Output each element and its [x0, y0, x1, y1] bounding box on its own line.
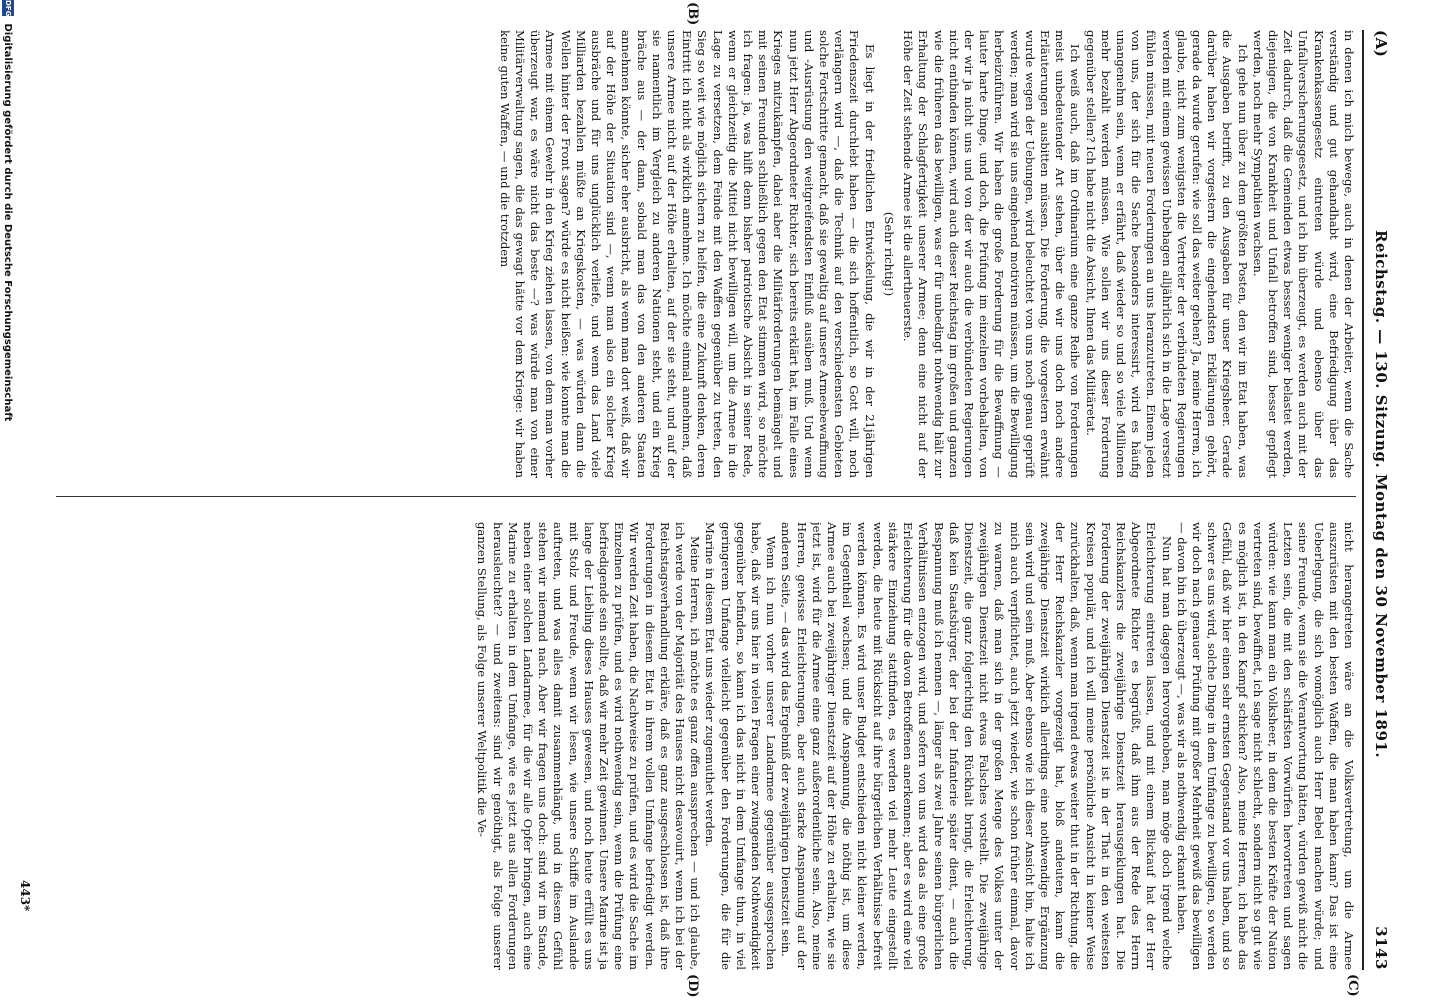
paragraph: Nun hat man dagegen hervorgehoben, man möge doch irgend welche Erleichterung eintreten lassen, und mit einem Blickauf hat der Herr Abgeordnete Richter es begrüßt, daß ihm aus der Rede des Herrn Reichskanzlers die zweijährige Dienstzeit herausgeklungen hat. Die Forderung der zweijährigen Dienstzeit ist in der That in den weitesten Kreisen populär, und ich will meine persönliche Ansicht in keiner Weise zurückhalten, daß, wenn man irgend etwas weiter thut in der Richtung, die der Herr Reichskanzler vorgezeigt hat, bloß andeuten, kann die zweijährige Dienstzeit wirklich allerdings eine nothwendige Ergänzung sein wird und sein muß. Aber ebenso wie ich dieser Ansicht bin, halte ich mich auch verpflichtet, auch jetzt wieder, wie schon früher einmal, davor zu warnen, daß man sich in der großen Menge des Volkes unter der zweijährigen Dienstzeit nicht etwas Falsches vorstellt. Die zweijährige Dienstzeit, die ganz folgerichtig den Rückhalt bringt, die Erleichterung, daß kein Staatsbürger, der bei der Infanterie später dient, — auch die Bespannung muß ich nennen —, länger als zwei Jahre seinen bürgerlichen Verhältnissen entzogen wird, und sofern von uns wird das als eine große Erleichterung für die davon Betroffenen anerkennen; aber es wird eine viel stärkere Einziehung stattfinden, es werden viel mehr Leute eingestellt werden, die heute mit Rücksicht auf ihre bürgerlichen Verhältnisse befreit werden können. Es wird unser Budget entschieden nicht kleiner werden, im Gegentheil wachsen; und die Anspannung, die nöthig ist, um diese Armee auch bei zweijähriger Dienstzeit auf der Höhe zu erhalten, wie sie jetzt ist, wird für die Armee eine ganz außerordentliche sein. Also, meine Herren, gewisse Erleichterungen, aber auch starke Anspannung auf der anderen Seite, — das wird das Ergebniß der zweijährigen Dienstzeit sein. [779, 522, 1174, 970]
left-column [36, 30, 1356, 478]
right-column [36, 522, 1356, 970]
paragraph: nicht herangetreten wäre an die Volksvertretung, um die Armee auszurüsten mit den besten Waffen, die man haben kann? Das ist eine Ueberlegung, die sich womöglich auch Herr Bebel machen würde; und seine Freunde, wenn sie die Verantwortung hätten, würden gewiß nicht die Letzten sein, die mit den schärfsten Vorwürfen hervortreten und sagen würden: wie kann man ein Volksheer, in dem die besten Kräfte der Nation vertreten sind, bewaffnet, ich sage nicht schlecht, sondern nicht so gut wie es möglich ist, in den Kampf schicken? Also, meine Herren, ich habe das Gefühl, daß wir hier einen sehr ernsten Gegenstand vor uns haben, und so schwer es uns wird, solche Dinge in dem Umfange zu bewilligen, so werden wir doch nach genauer Prüfung mit großer Mehrheit gewiß das bewilligen — davon bin ich überzeugt —, was wir als nothwendig erkannt haben. [1174, 522, 1356, 970]
paragraph: Wenn ich nun vorher unserer Landarmee gegenüber ausgesprochen habe, daß wir uns hier in vielen Fragen einer zwingenden Nothwendigkeit gegenüber befinden, so kann ich das nicht in dem Umfange thun, in viel geringerem Umfange vielleicht gegenüber den Forderungen, die für die Marine in diesem Etat uns wieder zugemuthet werden. [703, 522, 779, 970]
paragraph: Meine Herren, ich möchte es ganz offen aussprechen — und ich glaube, ich werde von der Majorität des Hauses nicht desavouirt, wenn ich bei der Reichstagsverhandlung erkläre, daß es ganz ausgeschlossen ist, daß ihre Forderungen in diesem Etat in ihrem vollen Umfange befriedigt werden. Wir werden Zeit haben, die Nachweise zu prüfen, und es wird die Sache im Einzelnen zu prüfen, und es wird nothwendig sein, wenn die Prüfung eine befriedigende sein sollte, daß wir mehr Zeit gewinnen. Unsere Marine ist ja lange der Liebling dieses Hauses gewesen, und noch heute erfüllt es uns mit Stolz und Freude, wenn wir lesen, wie unsere Schiffe im Auslande auftreten, und was alles damit zusammenhängt, und in diesem Gefühl stehen wir niemand nach. Aber wir fragen uns doch: sind wir im Stande, neben einer solchen Landarmee, für die wir alle Opfer bringen, auch eine Marine zu erhalten in dem Umfange, wie es jetzt aus allen Forderungen herausleuchtet? — und zweitens: sind wir genöthigt, als Folge unserer ganzen Stellung, als Folge unserer Weltpolitik die Ve- [475, 522, 703, 970]
margin-mark-d: (D) [685, 974, 700, 998]
paragraph: Ich gehe nun über zu dem größten Posten, den wir im Etat haben, was die Ausgaben betrifft, zu den Ausgaben für unser Kriegsheer. Gerade darüber haben wir vorgestern die eingehendsten Erklärungen gehört, gerade da wurde gerufen: wie soll das weiter gehen? Ja, meine Herren, ich glaube, nicht zum wenigsten die Vertreter der verbündeten Regierungen werden mit einem gewissen Unbehagen alljährlich sich in die Lage versetzt fühlen müssen, mit neuen Forderungen an uns heranzutreten. Einem jeden von uns, der sich für die Sache besonders interessirt, wird es häufig unangenehm sein, wenn er erfährt, daß wieder so und so viele Millionen mehr bezahlt werden müssen. Wie sollen wir uns dieser Forderung gegenüber stellen? Ich habe nicht die Absicht, Ihnen das Militäretat. [1083, 30, 1250, 478]
paragraph: in denen ich mich bewege, auch in denen der Arbeiter, wenn die Sache verständig und gut gehandhabt wird, eine Befriedigung über das Krankenkassengesetz eintreten würde und ebenso über das Unfallversicherungsgesetz, und ich bin überzeugt, es werden auch mit der Zeit dadurch, daß die Gemeinden etwas besser weniger belastet werden, diejenigen, die von Krankheit und Unfall betroffen sind, besser gepflegt werden, noch mehr Sympathien wachsen. [1250, 30, 1356, 478]
paragraph: Es liegt in der friedlichen Entwickelung, die wir in der 21jährigen Friedenszeit durchlebt haben — die sich hoffentlich, so Gott will, noch verlängern wird —, daß die Technik auf den verschiedensten Gebieten solche Fortschritte gemacht, daß sie gewaltig auf unsere Armeebewaffnung und -Ausrüstung den weitgreifendsten Einfluß ausüben muß. Und wenn nun jetzt Herr Abgeordneter Richter, sich bereits erklärt hat, im Falle eines Krieges mitzukämpfen, dabei aber die Militärforderungen bemängelt und mit seinen Freunden schließlich gegen den Etat stimmen wird, so möchte ich fragen: ja, was hilft denn bisher patriotische Absicht in seiner Rede, wenn er gleichzeitig die Mittel nicht bewilligen will, um die Armee in die Lage zu versetzen, dem Feinde mit den Waffen gegenüber zu treten, den Sieg so weit wie möglich sichern zu helfen, die eine Zukunft denken, deren Eintritt ich nicht als wirklich annehme. Ich möchte einmal annehmen, daß unsere Armee nicht auf der Höhe erhalten, auf der sie steht, und auf der sie namentlich im Vergleich zu anderen Nationen steht, und ein Krieg bräche aus — der dann, sobald man das von den anderen Staaten annehmen könnte, sicher eher ausbricht, als wenn man dort weiß, daß wir auf der Höhe der Situation sind —, wenn man also ein solcher Krieg ausbräche und für uns unglücklich verliefe, und wenn das Land viele Milliarden bezahlen müßte an Kriegskosten, — was würden dann die Wellen hinter der Front sagen? würde es nicht heißen: wie konnte man die Armee mit einem Gewehr in den Krieg ziehen lassen, von dem man vorher überzeugt war, es wäre nicht das beste —? was würde man von einer Militärverwaltung sagen, die das gewagt hätte vor dem Kriege: wir haben keine guten Waffen, — und die trotzdem [497, 30, 877, 478]
signature-mark: 443* [18, 880, 32, 912]
footer-text: Digitalisierung gefördert durch die Deutsche Forschungsgemeinschaft [2, 23, 13, 422]
header-rule [1362, 30, 1364, 970]
column-divider [56, 496, 1356, 497]
dfg-logo-icon: DFG [4, 0, 12, 17]
margin-mark-c: (C) [1345, 974, 1360, 997]
margin-mark-b: (B) [685, 2, 700, 26]
footer [0, 0, 14, 1000]
interjection: (Sehr richtig!) [881, 211, 896, 297]
running-title: Reichstag. — 130. Sitzung. Montag den 30 November 1891. [1372, 230, 1390, 759]
margin-mark-a: (A) [1372, 30, 1390, 58]
paragraph: Ich weiß auch, daß im Ordinarium eine ganze Reihe von Forderungen meist unbedeutender Art stehen, über die wir uns doch noch andere Erläuterungen ausbitten müssen. Die Forderung, die vorgestern erwähnt wurde wegen der Uebungen, wird beleuchtet von uns noch genau geprüft werden; man wird sie uns eingehend motiviren müssen, um die Bewilligung herbeizuführen. Wir haben die große Forderung für die Bewaffnung — lauter harte Dinge, und doch, die Prüfung im einzelnen vorbehalten, von der wir ja nicht uns und von der wir auch die verbündeten Regierungen nicht entbinden können, wird auch dieser Reichstag im großen und ganzen wie die früheren das bewilligen, was er für unbedingt nothwendig hält zur Erhaltung der Schlagfertigkeit unserer Armee; denn eine nicht auf der Höhe der Zeit stehende Armee ist die allertheuerste. [901, 30, 1083, 478]
page-number: 3143 [1372, 926, 1390, 970]
page-header [1366, 30, 1396, 970]
